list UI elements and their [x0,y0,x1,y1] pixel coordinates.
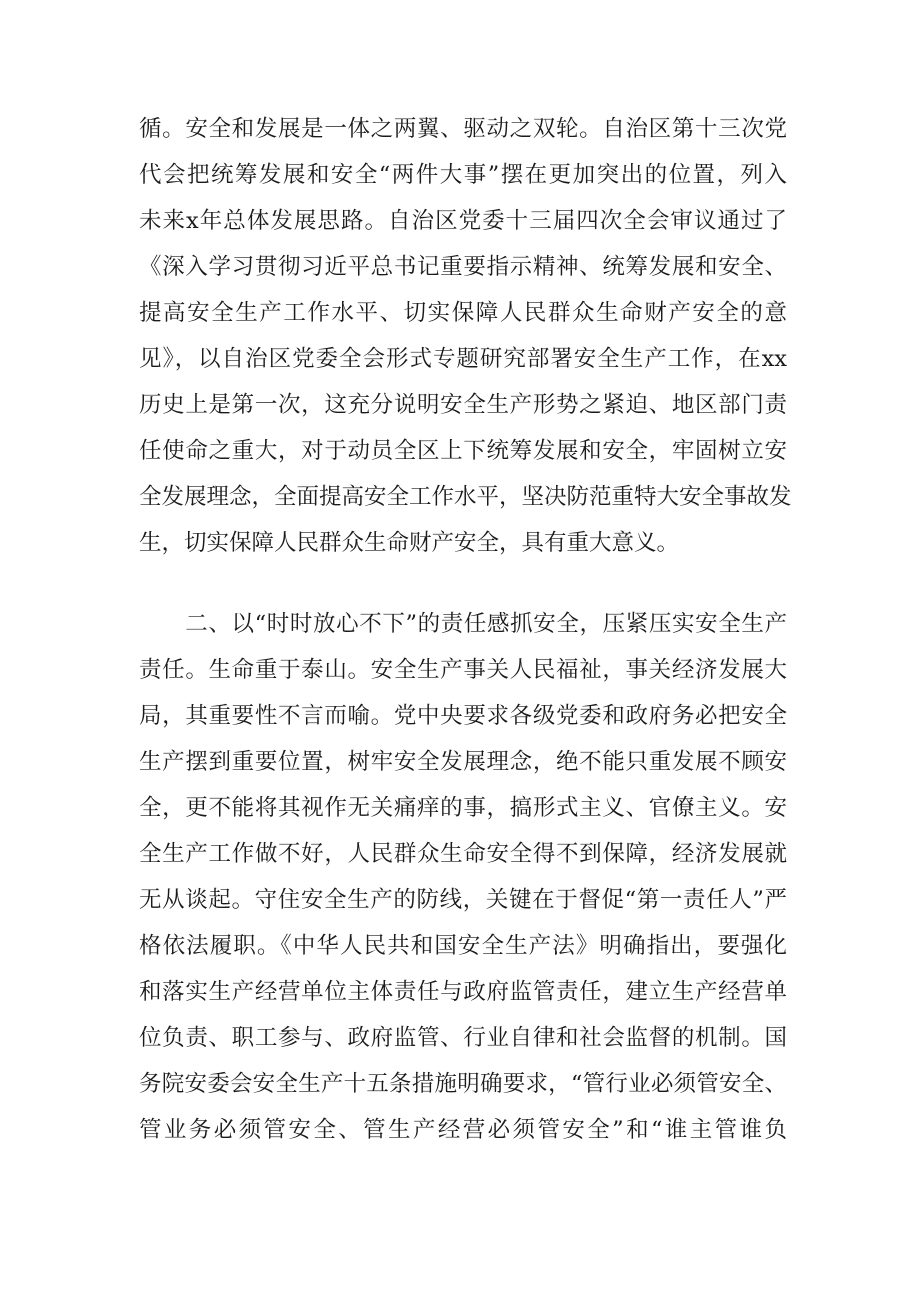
text-line: 全，更不能将其视作无关痛痒的事，搞形式主义、官僚主义。安 [139,795,787,821]
text-line: 提高安全生产工作水平、切实保障人民群众生命财产安全的意 [139,300,787,326]
section-heading-line: 二、以“时时放心不下”的责任感抓安全，压紧压实安全生产 [139,611,787,637]
text-line: 任使命之重大，对于动员全区上下统筹发展和安全，牢固树立安 [139,438,787,464]
paragraph-section-two-responsibility [139,601,787,1153]
text-line: 未来x年总体发展思路。自治区党委十三届四次全会审议通过了 [139,208,787,234]
text-line: 和落实生产经营单位主体责任与政府监管责任，建立生产经营单 [139,979,787,1005]
text-line: 无从谈起。守住安全生产的防线，关键在于督促“第一责任人”严 [139,887,787,913]
text-line: 历史上是第一次，这充分说明安全生产形势之紧迫、地区部门责 [139,392,787,418]
paragraph-safety-development [139,106,792,566]
text-line: 循。安全和发展是一体之两翼、驱动之双轮。自治区第十三次党 [139,116,787,142]
text-line: 生，切实保障人民群众生命财产安全，具有重大意义。 [139,530,680,556]
text-line: 代会把统筹发展和安全“两件大事”摆在更加突出的位置，列入 [139,162,787,188]
text-line: 务院安委会安全生产十五条措施明确要求，“管行业必须管安全、 [139,1071,787,1097]
text-line: 管业务必须管安全、管生产经营必须管安全”和“谁主管谁负 [139,1117,787,1143]
text-line: 责任。生命重于泰山。安全生产事关人民福祉，事关经济发展大 [139,657,787,683]
text-line: 位负责、职工参与、政府监管、行业自律和社会监督的机制。国 [139,1025,787,1051]
text-line: 全发展理念，全面提高安全工作水平，坚决防范重特大安全事故发 [139,484,792,510]
text-line: 格依法履职。《中华人民共和国安全生产法》明确指出，要强化 [139,933,787,959]
text-line: 见》，以自治区党委全会形式专题研究部署安全生产工作，在xx [139,346,787,372]
text-line: 生产摆到重要位置，树牢安全发展理念，绝不能只重发展不顾安 [139,749,787,775]
text-line: 全生产工作做不好，人民群众生命安全得不到保障，经济发展就 [139,841,787,867]
text-line: 《深入学习贯彻习近平总书记重要指示精神、统筹发展和安全、 [139,254,787,280]
text-line: 局，其重要性不言而喻。党中央要求各级党委和政府务必把安全 [139,703,787,729]
